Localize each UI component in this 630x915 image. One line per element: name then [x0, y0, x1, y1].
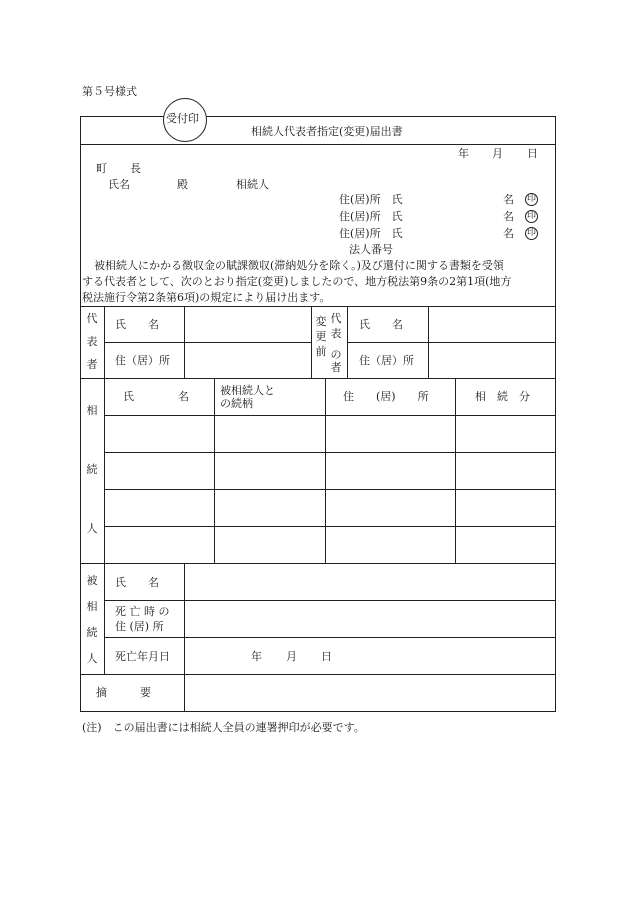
- heirs-col-line-1: [104, 378, 105, 564]
- rep-col-line-5: [428, 306, 429, 379]
- corporate-number-label: 法人番号: [349, 243, 393, 256]
- deceased-side-label-4: 人: [86, 652, 98, 665]
- rep-bottom-line: [80, 378, 556, 379]
- deceased-side-label-1: 被: [86, 574, 98, 587]
- prev-address-label: 住（居）所: [359, 354, 414, 367]
- frame-top: [80, 116, 556, 117]
- heirs-col-line-4: [455, 378, 456, 564]
- heirs-header-share: 相 続 分: [475, 390, 530, 403]
- deceased-address-label-1: 死 亡 時 の: [115, 605, 170, 618]
- remarks-label: 摘 要: [96, 686, 151, 699]
- heirs-col-line-3: [325, 378, 326, 564]
- rep-mid-line-right: [347, 342, 556, 343]
- address-row-2-label: 住(居)所 氏: [339, 210, 403, 223]
- frame-right: [555, 116, 556, 712]
- frame-left: [80, 116, 81, 712]
- seal-mark-1: 印: [526, 194, 536, 204]
- prev-label-col2-4: 者: [330, 361, 342, 374]
- prev-label-col2-3: の: [330, 348, 342, 361]
- heirs-side-label-2: 続: [86, 463, 98, 476]
- death-date-day: 日: [321, 650, 332, 663]
- deceased-col-line-2: [184, 563, 185, 712]
- addressee-town: 町: [96, 162, 107, 175]
- form-title: 相続人代表者指定(変更)届出書: [251, 125, 403, 138]
- receipt-stamp-label: 受付印: [166, 112, 199, 125]
- deceased-row-line-2: [104, 637, 556, 638]
- deceased-name-label: 氏 名: [115, 576, 159, 589]
- heirs-header-name: 氏 名: [123, 390, 189, 403]
- sender-name-label: 氏名: [108, 178, 130, 191]
- heirs-row-line-4: [104, 526, 556, 527]
- prev-label-col1-1: 変: [315, 315, 327, 328]
- address-row-1-name: 名: [503, 193, 514, 206]
- heirs-side-label-1: 相: [86, 404, 98, 417]
- heirs-header-relation: 被相続人と の続柄: [220, 384, 275, 410]
- sender-heirs-label: 相続人: [236, 178, 269, 191]
- death-date-year: 年: [251, 650, 262, 663]
- rep-name-label: 氏 名: [115, 318, 159, 331]
- deceased-side-label-3: 続: [86, 626, 98, 639]
- death-date-month: 月: [286, 650, 297, 663]
- death-date-label: 死亡年月日: [115, 650, 170, 663]
- rep-mid-line-left: [104, 342, 311, 343]
- body-line-2: する代表者として、次のとおり指定(変更)しましたので、地方税法第9条の2第1項(地方: [82, 275, 512, 288]
- rep-side-label-3: 者: [86, 358, 98, 371]
- prev-label-col1-3: 前: [315, 345, 327, 358]
- footnote: (注) この届出書には相続人全員の連署押印が必要です。: [82, 721, 365, 734]
- heirs-row-line-1: [104, 415, 556, 416]
- rep-col-line-3: [311, 306, 312, 379]
- frame-bottom: [80, 711, 556, 712]
- rep-col-line-1: [104, 306, 105, 379]
- sender-honorific: 殿: [177, 178, 188, 191]
- prev-label-col2-2: 表: [330, 327, 342, 340]
- prev-name-label: 氏 名: [359, 318, 403, 331]
- prev-label-col2-1: 代: [330, 312, 342, 325]
- address-row-2-name: 名: [503, 210, 514, 223]
- heirs-row-line-2: [104, 452, 556, 453]
- rep-side-label-2: 表: [86, 335, 98, 348]
- deceased-side-label-2: 相: [86, 600, 98, 613]
- deceased-row-line-1: [104, 600, 556, 601]
- rep-top-line: [80, 306, 556, 307]
- heirs-col-line-2: [214, 378, 215, 564]
- address-row-3-name: 名: [503, 227, 514, 240]
- heirs-header-address: 住 (居) 所: [343, 390, 429, 403]
- date-day-label: 日: [527, 147, 538, 160]
- address-row-1-label: 住(居)所 氏: [339, 193, 403, 206]
- date-month-label: 月: [492, 147, 503, 160]
- rep-col-line-2: [184, 306, 185, 379]
- prev-label-col1-2: 更: [315, 330, 327, 343]
- addressee-head: 長: [130, 162, 141, 175]
- deceased-col-line-1: [104, 563, 105, 675]
- heirs-bottom-line: [80, 563, 556, 564]
- body-line-1: 被相続人にかかる徴収金の賦課徴収(滞納処分を除く。)及び還付に関する書類を受領: [94, 259, 504, 272]
- seal-mark-3: 印: [526, 228, 536, 238]
- heirs-row-line-3: [104, 489, 556, 490]
- address-row-3-label: 住(居)所 氏: [339, 227, 403, 240]
- date-year-label: 年: [458, 147, 469, 160]
- deceased-address-label-2: 住 (居) 所: [115, 620, 164, 633]
- deceased-bottom-line: [80, 674, 556, 675]
- rep-col-line-4: [347, 306, 348, 379]
- rep-side-label-1: 代: [86, 312, 98, 325]
- form-number: 第５号様式: [82, 85, 137, 98]
- seal-mark-2: 印: [526, 211, 536, 221]
- title-row-line: [80, 144, 556, 145]
- heirs-side-label-3: 人: [86, 522, 98, 535]
- body-line-3: 税法施行令第2条第6項)の規定により届け出ます。: [82, 291, 331, 304]
- rep-address-label: 住（居）所: [115, 354, 170, 367]
